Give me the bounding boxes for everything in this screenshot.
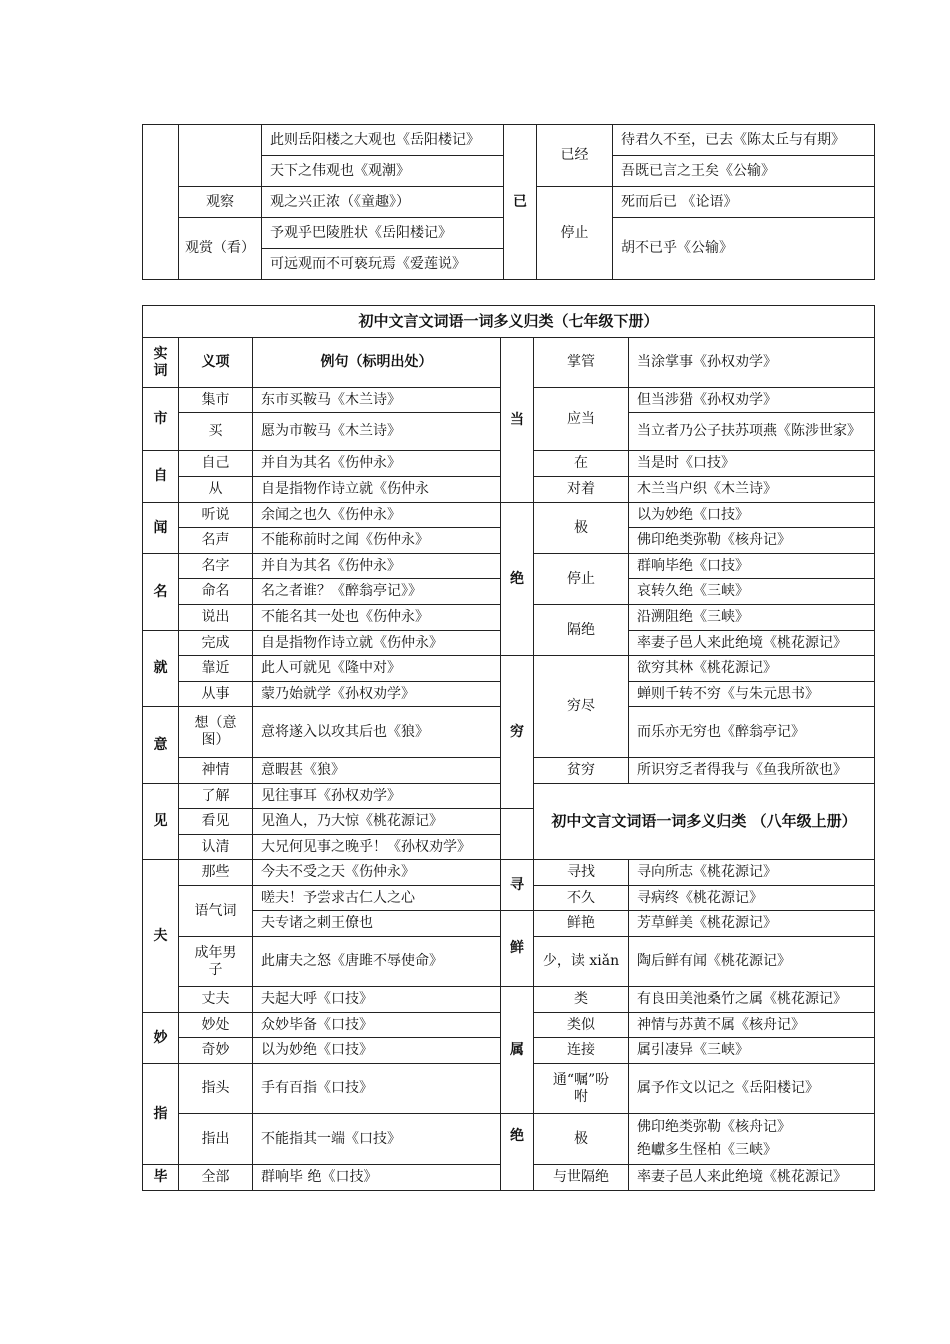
example-sentence: 佛印绝类弥勒《核舟记》 [629,528,875,554]
meaning-cell: 名声 [179,528,253,554]
table-row [143,987,875,1013]
meaning-cell: 鲜艳 [534,911,629,937]
word-cell: 就 [143,631,179,707]
meaning-cell: 全部 [179,1165,253,1191]
meaning-cell: 停止 [534,554,629,605]
meaning-cell: 想（意 图） [179,707,253,758]
example-sentence: 夫起大呼《口技》 [253,987,501,1013]
example-sentence: 不能名其一处也《伤仲永》 [253,605,501,631]
example-sentence: 予观乎巴陵胜状《岳阳楼记》 [262,218,504,249]
meaning-cell: 极 [534,503,629,554]
example-sentence: 名之者谁？《醉翁亭记》》 [253,579,501,605]
meaning-cell: 从事 [179,682,253,707]
example-sentence: 当是时《口技》 [629,451,875,477]
example-sentence: 意将遂入以攻其后也《狼》 [253,707,501,758]
example-sentence: 胡不已乎《公输》 [613,218,875,280]
example-sentence: 寻向所志《桃花源记》 [629,860,875,886]
example-sentence: 而乐亦无穷也《醉翁亭记》 [629,707,875,758]
example-sentence: 手有百指《口技》 [253,1064,501,1114]
meaning-cell: 语气词 [179,886,253,937]
empty-cell [179,125,262,187]
meaning-cell: 从 [179,477,253,503]
example-sentence: 有良田美池桑竹之属《桃花源记》 [629,987,875,1013]
example-sentence: 嗟夫！予尝求古仁人之心 [253,886,501,911]
example-sentence: 见渔人，乃大惊《桃花源记》 [253,809,501,835]
meaning-cell: 集市 [179,388,253,413]
example-sentence: 东市买鞍马《木兰诗》 [253,388,501,413]
example-sentence: 芳草鲜美《桃花源记》 [629,911,875,937]
example-sentence: 自是指物作诗立就《伤仲永》 [253,631,501,656]
meaning-cell: 类 [534,987,629,1013]
meaning-cell: 应当 [534,388,629,451]
word-cell: 见 [143,784,179,860]
example-sentence: 群响毕绝《口技》 [629,554,875,579]
meaning-cell: 名字 [179,554,253,579]
word-cell: 属 [501,987,534,1114]
meaning-cell: 丈夫 [179,987,253,1013]
example-sentence: 众妙毕备《口技》 [253,1013,501,1038]
word-cell: 穷 [501,656,534,809]
meaning-cell: 在 [534,451,629,477]
meaning-cell: 不久 [534,886,629,911]
meaning-cell: 认清 [179,835,253,860]
header-word: 实词 [143,338,179,388]
word-cell: 寻 [501,860,534,911]
section-title: 初中文言文词语一词多义归类 （八年级上册） [534,784,875,860]
meaning-cell: 指出 [179,1114,253,1165]
word-cell: 绝 [501,1114,534,1191]
table-title-row [143,306,875,338]
example-sentence: 不能称前时之闻《伤仲永》 [253,528,501,554]
example-sentence: 并自为其名《伤仲永》 [253,554,501,579]
meaning-cell: 那些 [179,860,253,886]
word-cell: 闻 [143,503,179,554]
meaning-cell: 完成 [179,631,253,656]
example-sentence: 此庸夫之怒《唐雎不辱使命》 [253,937,501,987]
table-row [143,503,875,528]
example-sentence: 当涂掌事《孙权劝学》 [629,338,875,388]
meaning-cell: 寻找 [534,860,629,886]
example-sentence: 佛印绝类弥勒《核舟记》 绝巘多生怪柏《三峡》 [629,1114,875,1165]
table-row [143,911,875,937]
meaning-cell: 连接 [534,1038,629,1064]
example-sentence: 愿为市鞍马《木兰诗》 [253,413,501,451]
example-sentence: 死而后已 《论语》 [613,187,875,218]
word-cell: 意 [143,707,179,784]
meaning-cell: 掌管 [534,338,629,388]
table-header-row [143,338,875,388]
word-cell: 当 [501,338,534,503]
example-sentence: 余闻之也久《伤仲永》 [253,503,501,528]
example-sentence: 蒙乃始就学《孙权劝学》 [253,682,501,707]
example-sentence: 率妻子邑人来此绝境《桃花源记》 [629,1165,875,1191]
polysemy-table [142,305,875,1191]
example-sentence: 陶后鲜有闻《桃花源记》 [629,937,875,987]
example-sentence: 意暇甚《狼》 [253,758,501,784]
example-sentence: 自是指物作诗立就《伤仲永 [253,477,501,503]
example-sentence: 天下之伟观也《观潮》 [262,156,504,187]
example-sentence: 夫专诸之刺王僚也 [253,911,501,937]
example-sentence: 见往事耳《孙权劝学》 [253,784,501,809]
table-row [143,860,875,886]
example-sentence: 吾既已言之王矣《公输》 [613,156,875,187]
word-cell: 自 [143,451,179,503]
example-sentence: 大兄何见事之晚乎！《孙权劝学》 [253,835,501,860]
word-cell: 名 [143,554,179,631]
meaning-cell: 隔绝 [534,605,629,656]
example-sentence: 蝉则千转不穷《与朱元思书》 [629,682,875,707]
example-sentence: 不能指其一端《口技》 [253,1114,501,1165]
example-sentence: 哀转久绝《三峡》 [629,579,875,605]
header-meaning: 义项 [179,338,253,388]
meaning-cell: 少，读 xiǎn [534,937,629,987]
meaning-cell: 听说 [179,503,253,528]
meaning-cell: 买 [179,413,253,451]
meaning-cell: 说出 [179,605,253,631]
meaning-cell: 妙处 [179,1013,253,1038]
header-example: 例句（标明出处） [253,338,501,388]
example-sentence: 率妻子邑人来此绝境《桃花源记》 [629,631,875,656]
example-sentence: 今夫不受之天《伤仲永》 [253,860,501,886]
meaning-cell: 靠近 [179,656,253,682]
meaning-cell: 神情 [179,758,253,784]
meaning-cell: 观察 [179,187,262,218]
meaning-cell: 了解 [179,784,253,809]
example-sentence: 木兰当户织《木兰诗》 [629,477,875,503]
example-sentence: 所识穷乏者得我与《鱼我所欲也》 [629,758,875,784]
table-continuation [142,124,875,280]
word-cell: 指 [143,1064,179,1165]
meaning-cell: 成年男 子 [179,937,253,987]
meaning-cell: 类似 [534,1013,629,1038]
example-sentence: 寻病终《桃花源记》 [629,886,875,911]
example-sentence: 并自为其名《伤仲永》 [253,451,501,477]
meaning-cell: 看见 [179,809,253,835]
meaning-cell: 对着 [534,477,629,503]
example-sentence: 但当涉猎《孙权劝学》 [629,388,875,413]
meaning-cell: 自己 [179,451,253,477]
example-sentence: 欲穷其林《桃花源记》 [629,656,875,682]
word-cell: 鲜 [501,911,534,987]
example-sentence: 沿溯阻绝《三峡》 [629,605,875,631]
meaning-cell: 观赏（看） [179,218,262,280]
meaning-cell: 穷尽 [534,656,629,758]
meaning-cell: 奇妙 [179,1038,253,1064]
meaning-cell: 极 [534,1114,629,1165]
example-sentence: 群响毕 绝《口技》 [253,1165,501,1191]
example-sentence: 此人可就见《隆中对》 [253,656,501,682]
table-row [143,1114,875,1165]
table-row [143,125,875,156]
word-cell: 妙 [143,1013,179,1064]
word-cell: 市 [143,388,179,451]
meaning-cell: 已经 [537,125,613,187]
meaning-cell: 命名 [179,579,253,605]
table-row [143,656,875,682]
example-sentence: 神情与苏黄不属《核舟记》 [629,1013,875,1038]
table-title: 初中文言文词语一词多义归类（七年级下册） [143,306,875,338]
word-cell: 已 [504,125,537,280]
example-sentence: 当立者乃公子扶苏项燕《陈涉世家》 [629,413,875,451]
meaning-cell: 停止 [537,187,613,280]
word-cell: 夫 [143,860,179,1013]
example-sentence: 观之兴正浓（《童趣》） [262,187,504,218]
meaning-cell: 指头 [179,1064,253,1114]
example-sentence: 属予作文以记之《岳阳楼记》 [629,1064,875,1114]
empty-cell [143,125,179,280]
meaning-cell: 贫穷 [534,758,629,784]
word-cell: 毕 [143,1165,179,1191]
meaning-cell: 与世隔绝 [534,1165,629,1191]
word-cell: 绝 [501,503,534,656]
example-sentence: 可远观而不可亵玩焉《爱莲说》 [262,249,504,280]
example-sentence: 属引凄异《三峡》 [629,1038,875,1064]
example-sentence: 以为妙绝《口技》 [253,1038,501,1064]
example-sentence: 待君久不至，已去《陈太丘与有期》 [613,125,875,156]
meaning-cell: 通“嘱”吩 咐 [534,1064,629,1114]
example-sentence: 此则岳阳楼之大观也《岳阳楼记》 [262,125,504,156]
example-sentence: 以为妙绝《口技》 [629,503,875,528]
